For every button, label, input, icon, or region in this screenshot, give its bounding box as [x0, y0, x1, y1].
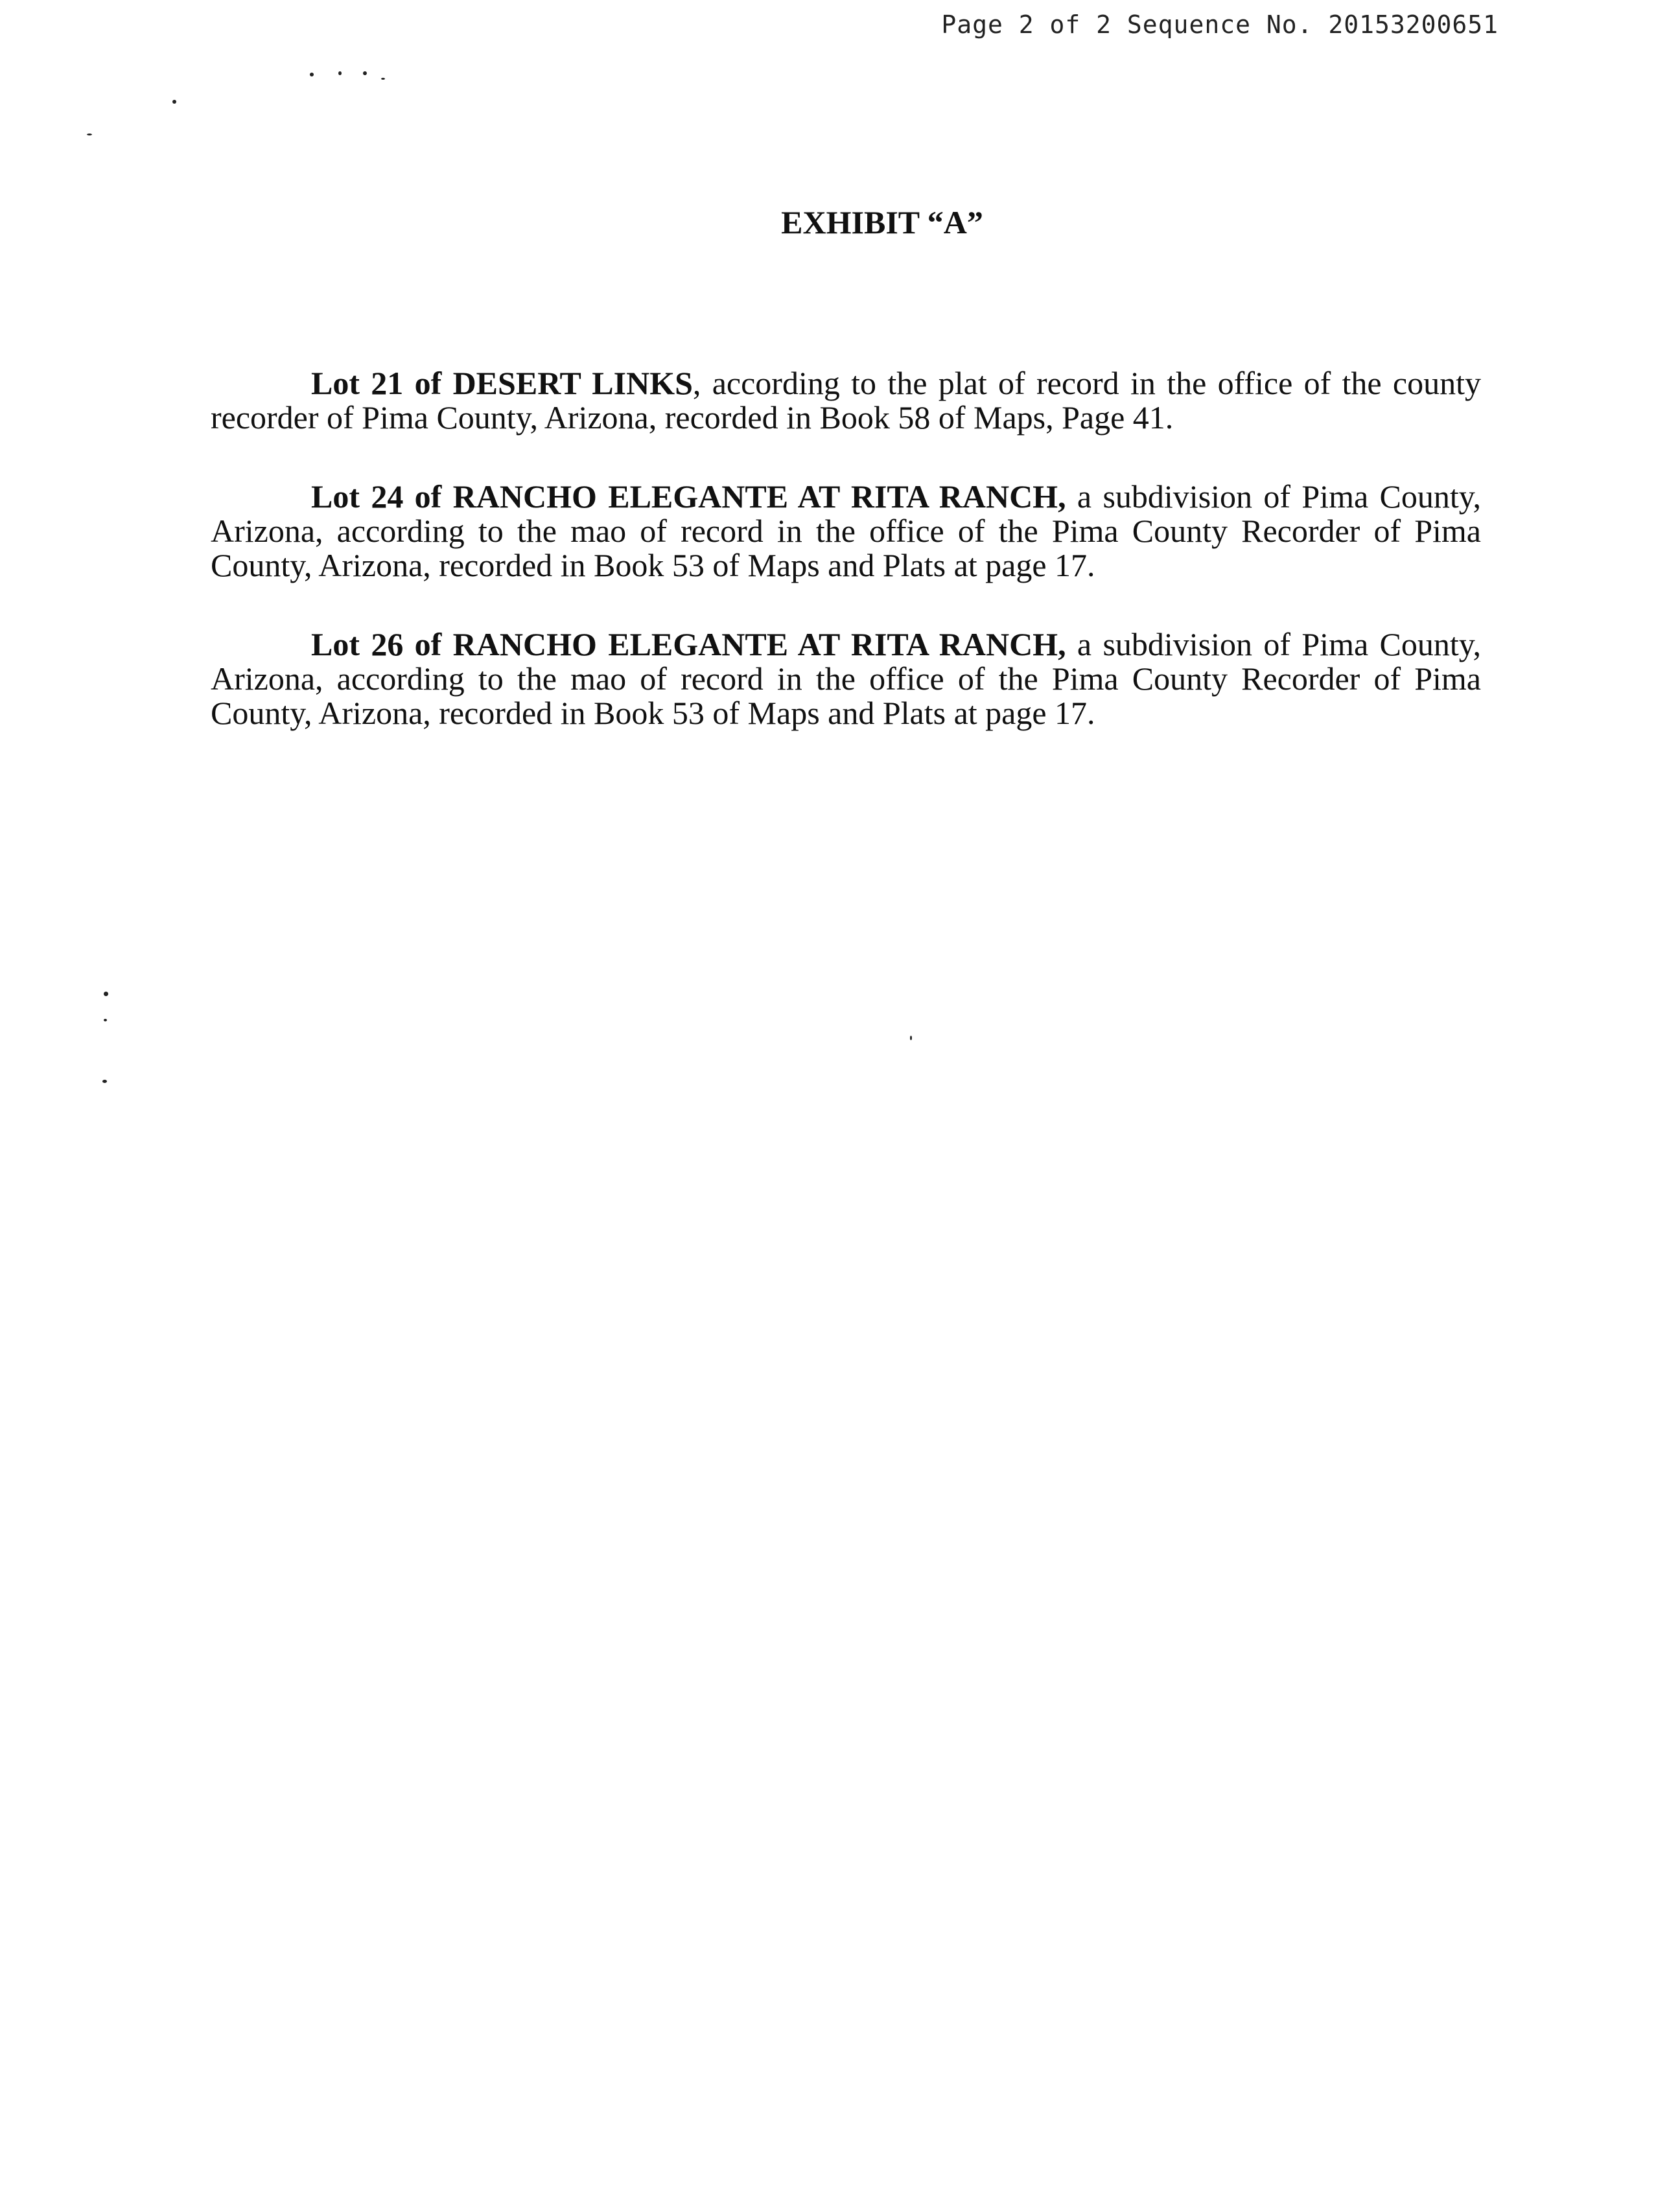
scan-speck [87, 134, 92, 135]
lot-paragraph-3 [211, 627, 1481, 730]
scan-speck [172, 100, 176, 104]
lot-paragraph-2 [211, 480, 1481, 583]
scan-speck [310, 73, 314, 76]
scan-speck [338, 71, 342, 75]
lot-lead: Lot 21 of DESERT LINKS [311, 365, 693, 401]
scan-speck [381, 78, 385, 80]
legal-description [211, 366, 1481, 775]
lot-lead: Lot 24 of RANCHO ELEGANTE AT RITA RANCH, [311, 478, 1066, 515]
lot-text: a subdivision of Pima County, Arizona, according to the mao of record in the office of the Pima County Recorder of Pima County, Arizona, recorded in Book 53 of Maps and Plats at page 17. [211, 478, 1481, 583]
lot-lead: Lot 26 of RANCHO ELEGANTE AT RITA RANCH, [311, 626, 1066, 662]
scan-speck [102, 1080, 107, 1083]
scan-speck [910, 1036, 912, 1040]
recording-stamp: Page 2 of 2 Sequence No. 20153200651 [941, 10, 1499, 39]
lot-text: , according to the plat of record in the office of the county recorder of Pima County, Arizona, recorded in Book 58 of Maps, Page 41. [211, 365, 1481, 436]
scan-speck [104, 992, 108, 996]
scan-speck [363, 71, 367, 75]
exhibit-title: EXHIBIT “A” [781, 204, 983, 240]
lot-paragraph-1 [211, 366, 1481, 435]
lot-text: a subdivision of Pima County, Arizona, according to the mao of record in the office of the Pima County Recorder of Pima County, Arizona, recorded in Book 53 of Maps and Plats at page 17. [211, 626, 1481, 731]
scan-speck [104, 1019, 107, 1021]
